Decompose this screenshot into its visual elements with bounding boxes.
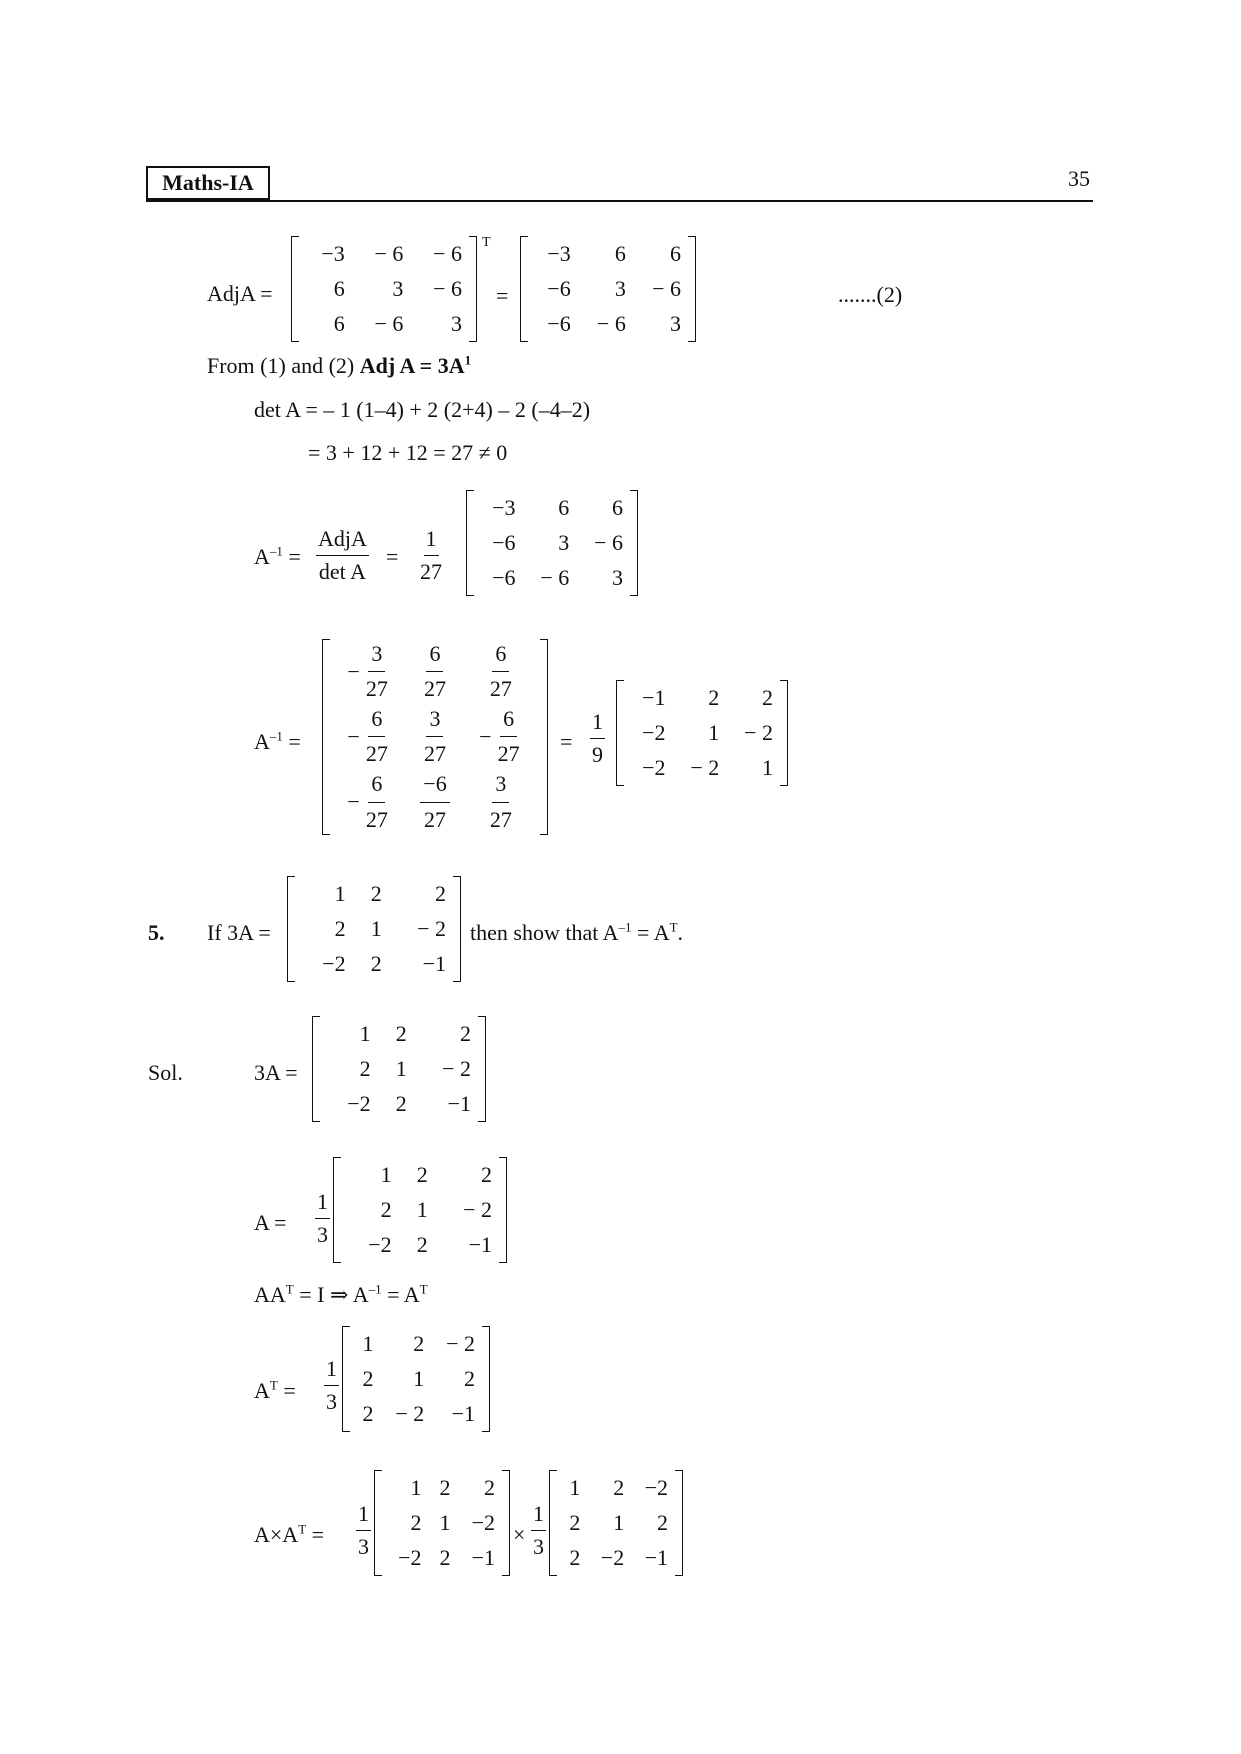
matrix-cell: −2 (347, 1091, 371, 1117)
matrix-cell: − 6 (374, 311, 404, 337)
fraction-cell: $\frac{6}{27}$ (423, 640, 446, 702)
matrix-cell: 1 (362, 1330, 374, 1356)
matrix-cell: 3 (670, 311, 681, 337)
adj-matrix-2 (520, 236, 696, 342)
matrix-cell: 1 (410, 1474, 422, 1500)
matrix-cell: 2 (439, 1474, 451, 1500)
matrix-cell: 1 (416, 1196, 428, 1222)
matrix-cell: 6 (558, 494, 570, 520)
matrix-cell: −6 (547, 275, 571, 301)
matrix-cell: −1 (447, 1091, 471, 1117)
fraction-cell: $\frac{-6}{27}$ (407, 770, 462, 835)
inv2-fraction-matrix (322, 639, 548, 835)
matrix-cell: 2 (410, 1509, 422, 1535)
matrix-cell: − 6 (433, 240, 462, 266)
matrix-cell: 1 (395, 1055, 407, 1081)
matrix-cell: − 6 (652, 275, 681, 301)
matrix-cell: − 2 (417, 915, 446, 941)
matrix-cell: −6 (492, 565, 516, 591)
matrix-cell: 3 (558, 529, 570, 555)
sol-3a-matrix (312, 1016, 486, 1122)
matrix-cell: − 2 (442, 1055, 471, 1081)
adj-label: AdjA = (207, 281, 273, 306)
matrix-cell: −1 (471, 1545, 495, 1571)
matrix-cell: 1 (370, 915, 382, 941)
fraction-cell: $\frac{3}{27}$ (489, 771, 512, 832)
matrix-cell: 6 (333, 275, 345, 301)
matrix-cell: 2 (416, 1232, 428, 1258)
matrix-cell: 2 (708, 684, 720, 710)
matrix-cell: − 2 (744, 719, 773, 745)
equation-tag-2: .......(2) (838, 282, 903, 307)
matrix-cell: −2 (471, 1509, 495, 1535)
times-sign: × (513, 1522, 526, 1547)
matrix-cell: −3 (321, 240, 345, 266)
matrix-cell: − 6 (374, 240, 404, 266)
matrix-cell: − 2 (395, 1401, 425, 1427)
from-line: From (1) and (2) Adj $A = 3A^1$ (207, 352, 472, 378)
adj-equals: = (496, 283, 509, 308)
sol-at-matrix (342, 1326, 490, 1432)
matrix-cell: 2 (435, 880, 446, 906)
matrix-cell: 2 (413, 1330, 425, 1356)
inv1-matrix (466, 490, 638, 596)
matrix-cell: 6 (670, 240, 681, 266)
page-number: 35 (1068, 166, 1090, 191)
inv2-matrix (616, 680, 788, 786)
scalar-1-3-at: $\frac{1}{3}$ (326, 1356, 337, 1414)
matrix-cell: 2 (762, 684, 773, 710)
matrix-cell: − 6 (540, 565, 570, 591)
matrix-cell: − 2 (463, 1196, 492, 1222)
fraction-cell: − $\frac{6}{27}$ (347, 771, 388, 832)
question-suffix: then show that $A^{-1} = A^T$. (470, 919, 684, 945)
matrix-cell: −1 (644, 1545, 668, 1571)
matrix-cell: −1 (422, 951, 446, 977)
matrix-cell: 1 (613, 1509, 625, 1535)
chapter-label: Maths-IA (146, 166, 270, 200)
matrix-cell: 1 (708, 719, 720, 745)
matrix-cell: −3 (492, 494, 516, 520)
matrix-cell: 2 (569, 1509, 581, 1535)
product-right-matrix (549, 1470, 683, 1576)
matrix-cell: 6 (333, 311, 345, 337)
matrix-cell: 2 (370, 880, 382, 906)
question-matrix (287, 876, 461, 982)
matrix-cell: 2 (395, 1091, 407, 1117)
matrix-cell: −2 (600, 1545, 625, 1571)
scalar-1-9: $\frac{1}{9}$ (592, 709, 603, 767)
matrix-cell: 2 (362, 1365, 374, 1391)
sol-3a-label: 3A = (254, 1060, 298, 1085)
matrix-cell: 2 (380, 1196, 392, 1222)
matrix-cell: 1 (380, 1161, 392, 1187)
fraction-cell: − $\frac{6}{27}$ (479, 705, 520, 767)
question-number: 5. (148, 920, 165, 945)
matrix-cell: 2 (362, 1401, 374, 1427)
matrix-cell: 6 (614, 240, 626, 266)
adj-matrix-1 (291, 236, 477, 342)
transpose-sup: T (482, 235, 491, 250)
matrix-cell: 2 (334, 915, 346, 941)
inv1-equals: = (386, 544, 399, 569)
matrix-cell: 2 (569, 1545, 581, 1571)
matrix-cell: − 2 (446, 1330, 475, 1356)
matrix-cell: 1 (359, 1020, 371, 1046)
inv2-label: $A^{-1}$ = (254, 728, 301, 754)
scalar-1-3-left: $\frac{1}{3}$ (358, 1501, 369, 1559)
matrix-cell: 1 (413, 1365, 425, 1391)
matrix-cell: 1 (334, 880, 346, 906)
matrix-cell: 2 (439, 1545, 451, 1571)
matrix-cell: 3 (451, 311, 462, 337)
sol-a-label: A = (254, 1210, 287, 1235)
matrix-cell: −2 (642, 719, 666, 745)
matrix-cell: −1 (468, 1232, 492, 1258)
matrix-cell: − 2 (690, 755, 720, 781)
matrix-cell: 3 (612, 565, 623, 591)
det-line-1: det A = – 1 (1–4) + 2 (2+4) – 2 (–4–2) (254, 397, 591, 422)
adj-over-det-fraction: AdjA det A (318, 526, 367, 584)
sol-product-label: $A\times A^T$ = (254, 1521, 325, 1547)
matrix-cell: −2 (322, 951, 346, 977)
fraction-cell: $\frac{6}{27}$ (489, 640, 512, 702)
matrix-cell: −2 (368, 1232, 392, 1258)
question-prefix: If 3A = (207, 920, 271, 945)
matrix-cell: 2 (416, 1161, 428, 1187)
matrix-cell: −2 (398, 1545, 422, 1571)
matrix-cell: 1 (439, 1509, 451, 1535)
matrix-cell: −1 (451, 1401, 475, 1427)
aat-line: $AA^T = I$ ⇒ $A^{-1} = A^T$ (254, 1281, 428, 1307)
scalar-1-3-right: $\frac{1}{3}$ (533, 1501, 544, 1559)
header-rule (146, 200, 1093, 202)
matrix-cell: − 6 (596, 311, 626, 337)
matrix-cell: 2 (359, 1055, 371, 1081)
det-line-2: = 3 + 12 + 12 = 27 ≠ 0 (308, 440, 508, 465)
matrix-cell: −2 (644, 1474, 668, 1500)
matrix-cell: 2 (484, 1474, 495, 1500)
matrix-cell: − 6 (433, 275, 462, 301)
matrix-cell: −6 (547, 311, 571, 337)
matrix-cell: 3 (614, 275, 626, 301)
matrix-cell: −6 (492, 529, 516, 555)
solution-label: Sol. (148, 1060, 183, 1085)
matrix-cell: 2 (613, 1474, 625, 1500)
matrix-cell: 6 (612, 494, 623, 520)
fraction-cell: $\frac{3}{27}$ (423, 705, 446, 767)
matrix-cell: −3 (547, 240, 571, 266)
matrix-cell: 2 (464, 1365, 475, 1391)
matrix-cell: 2 (395, 1020, 407, 1046)
matrix-cell: 1 (569, 1474, 581, 1500)
inv2-equals: = (560, 729, 573, 754)
matrix-cell: −1 (642, 684, 666, 710)
matrix-cell: 2 (370, 951, 382, 977)
matrix-cell: 2 (481, 1161, 492, 1187)
matrix-cell: 2 (657, 1509, 668, 1535)
inv1-label: $A^{-1}$ = (254, 543, 301, 569)
scalar-1-3-a: $\frac{1}{3}$ (317, 1189, 328, 1247)
product-left-matrix (374, 1470, 510, 1576)
fraction-cell: − $\frac{3}{27}$ (347, 640, 388, 702)
sol-at-label: $A^T$ = (254, 1377, 296, 1403)
fraction-cell: − $\frac{6}{27}$ (347, 705, 388, 767)
matrix-cell: 3 (392, 275, 404, 301)
sol-a-matrix (333, 1157, 507, 1263)
matrix-cell: −2 (642, 755, 666, 781)
matrix-cell: − 6 (594, 529, 623, 555)
scalar-1-27: $\frac{1}{27}$ (420, 526, 442, 584)
matrix-cell: 1 (762, 755, 773, 781)
matrix-cell: 2 (460, 1020, 471, 1046)
